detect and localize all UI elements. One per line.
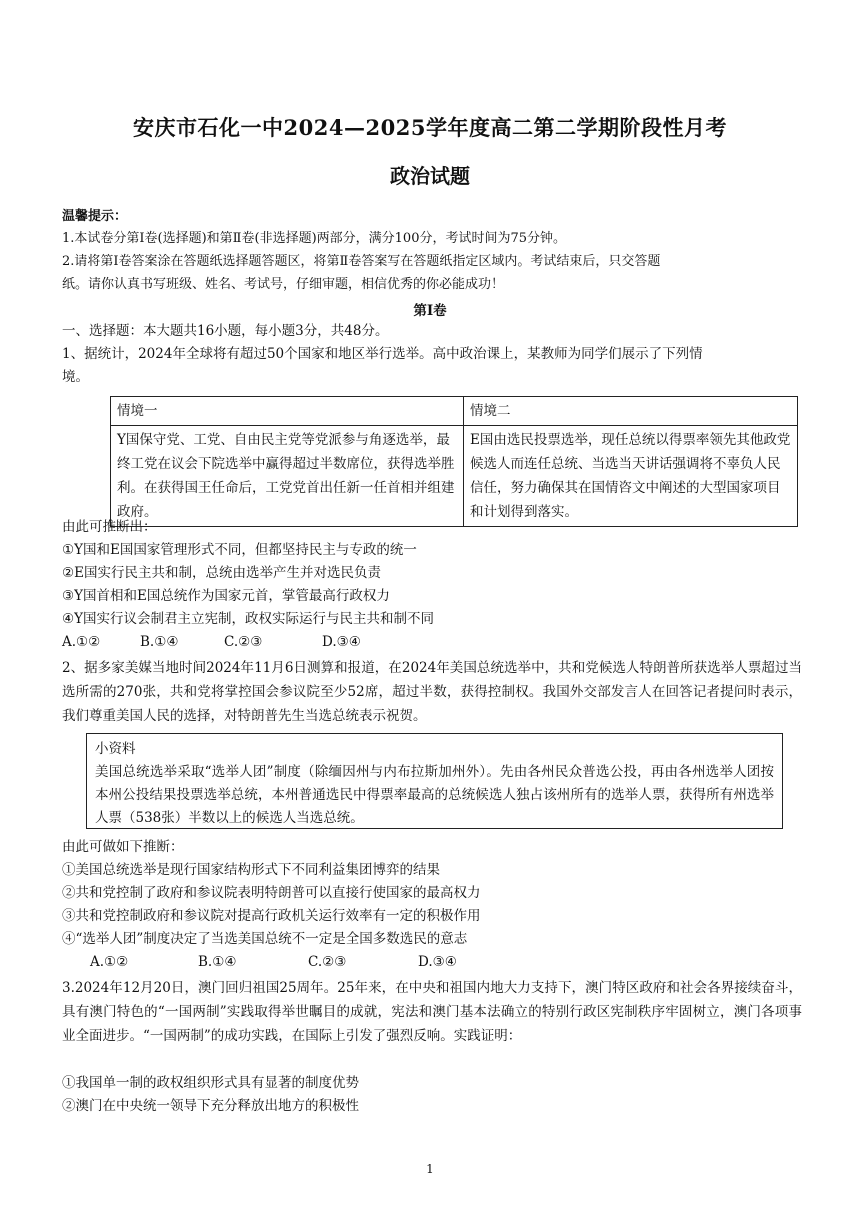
tip-line-2b: 纸。请你认真书写班级、姓名、考试号，仔细审题，相信优秀的你必能成功！: [62, 277, 505, 292]
q2-stem: 2、据多家美媒当地时间2024年11月6日测算和报道，在2024年美国总统选举中，共和党候选人特朗普所获选举人票超过当选所需的270张，共和党将掌控国会参议院至少52席，超过半数，获得控制权。我国外交部发言人在回答记者提问时表示，我们尊重美国人民的选择，对特朗普先生当选总统表示祝贺。: [62, 660, 802, 724]
q2-statement-1: ①美国总统选举是现行国家结构形式下不同利益集团博弈的结果: [62, 862, 440, 878]
q1-stem-line-2: 境。: [62, 369, 89, 385]
q2-options: [90, 951, 457, 974]
q1-stem-line-1: 1、据统计，2024年全球将有超过50个国家和地区举行选举。高中政治课上，某教师为同学们展示了下列情: [62, 346, 703, 362]
q2-info-box: [86, 733, 783, 829]
context-text-1: Y国保守党、工党、自由民主党等党派参与角逐选举，最终工党在议会下院选举中赢得超过半数席位，获得选举胜利。在获得国王任命后，工党党首出任新一任首相并组建政府。: [111, 426, 464, 527]
page-number: 1: [426, 1162, 434, 1176]
q1-lead: 由此可推断出：: [62, 519, 157, 535]
q1-option-a[interactable]: A.①②: [62, 634, 101, 650]
q2-option-b[interactable]: B.①④: [198, 954, 237, 970]
context-header-2: 情境二: [464, 397, 798, 426]
section-title: 第Ⅰ卷: [413, 303, 447, 319]
tips-heading: 温馨提示：: [62, 209, 128, 224]
page-subtitle: 政治试题: [390, 164, 470, 188]
q3-statement-1: ①我国单一制的政权组织形式具有显著的制度优势: [62, 1075, 359, 1091]
q2-statement-4: ④“选举人团”制度决定了当选美国总统不一定是全国多数选民的意志: [62, 931, 468, 947]
section-instructions: 一、选择题：本大题共16小题，每小题3分，共48分。: [62, 323, 389, 339]
tip-line-1: 1.本试卷分第Ⅰ卷(选择题)和第Ⅱ卷(非选择题)两部分，满分100分，考试时间为75分钟。: [62, 231, 567, 246]
q2-option-a[interactable]: A.①②: [90, 954, 129, 970]
q2-option-c[interactable]: C.②③: [308, 954, 347, 970]
q1-statement-4: ④Y国实行议会制君主立宪制，政权实际运行与民主共和制不同: [62, 611, 435, 627]
q2-lead: 由此可做如下推断：: [62, 839, 184, 855]
q1-statement-1: ①Y国和E国国家管理形式不同，但都坚持民主与专政的统一: [62, 542, 417, 558]
q1-option-c[interactable]: C.②③: [224, 634, 263, 650]
q1-options: [62, 631, 361, 654]
q1-context-table: [110, 396, 798, 527]
q1-statement-3: ③Y国首相和E国总统作为国家元首，掌管最高行政权力: [62, 588, 390, 604]
q2-statement-2: ②共和党控制了政府和参议院表明特朗普可以直接行使国家的最高权力: [62, 885, 481, 901]
q2-option-d[interactable]: D.③④: [418, 954, 457, 970]
q1-statement-2: ②E国实行民主共和制，总统由选举产生并对选民负责: [62, 565, 381, 581]
q3-statement-2: ②澳门在中央统一领导下充分释放出地方的积极性: [62, 1098, 359, 1114]
info-box-title: 小资料: [95, 741, 136, 757]
q1-option-d[interactable]: D.③④: [322, 634, 361, 650]
q1-option-b[interactable]: B.①④: [140, 634, 179, 650]
context-header-1: 情境一: [111, 397, 464, 426]
q3-stem: 3.2024年12月20日，澳门回归祖国25周年。25年来，在中央和祖国内地大力支持下，澳门特区政府和社会各界接续奋斗，具有澳门特色的“一国两制”实践取得举世瞩目的成就，宪法和澳门基本法确立的特别行政区宪制秩序牢固树立，澳门各项事业全面进步。“一国两制”的成功实践，在国际上引发了强烈反响。实践证明：: [62, 980, 802, 1044]
info-box-text: 美国总统选举采取“选举人团”制度（除缅因州与内布拉斯加州外）。先由各州民众普选公投，再由各州选举人团按本州公投结果投票选举总统，本州普通选民中得票率最高的总统候选人独占该州所有的选举人票，获得所有州选举人票（538张）半数以上的候选人当选总统。: [95, 764, 774, 826]
page-title: 安庆市石化一中2024—2025学年度高二第二学期阶段性月考: [133, 115, 727, 140]
tip-line-2a: 2.请将第Ⅰ卷答案涂在答题纸选择题答题区，将第Ⅱ卷答案写在答题纸指定区域内。考试结束后，只交答题: [62, 254, 661, 269]
q2-statement-3: ③共和党控制政府和参议院对提高行政机关运行效率有一定的积极作用: [62, 908, 481, 924]
context-text-2: E国由选民投票选举，现任总统以得票率领先其他政党候选人而连任总统、当选当天讲话强调将不辜负人民信任，努力确保其在国情咨文中阐述的大型国家项目和计划得到落实。: [464, 426, 798, 527]
